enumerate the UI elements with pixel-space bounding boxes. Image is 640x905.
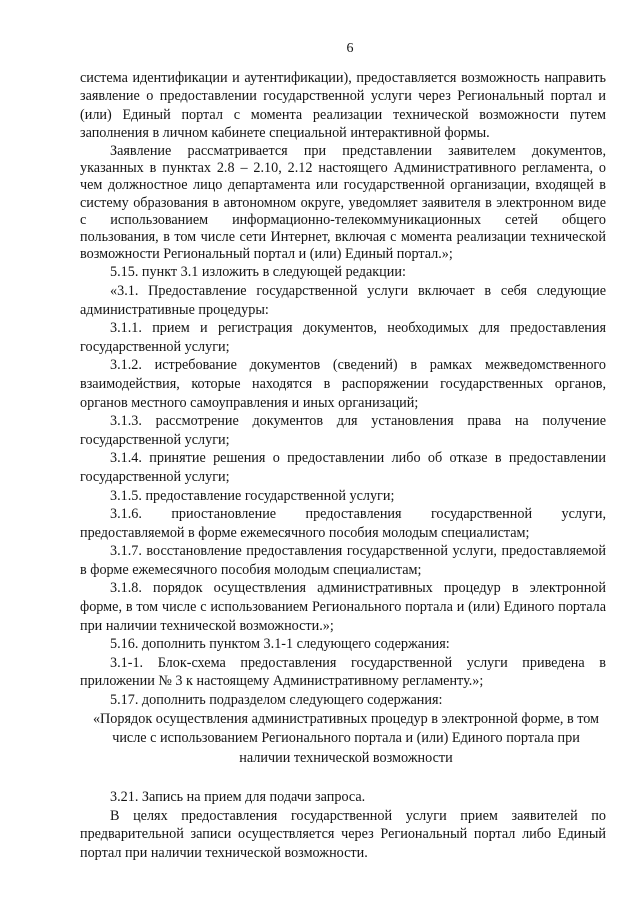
paragraph-5-15: 5.15. пункт 3.1 изложить в следующей редакции: <box>110 264 406 281</box>
spacer <box>80 768 606 788</box>
paragraph-continuation: система идентификации и аутентификации), предоставляется возможность направить заявление о предоставлении государственной услуги через Региональный портал и (или) Единый портал с момента реализации технической возможности путем заполнения в личном кабинете специальной интерактивной формы. <box>80 69 606 142</box>
paragraph-3-21: 3.21. Запись на прием для подачи запроса. <box>110 789 366 806</box>
paragraph-3-1-1: 3.1-1. Блок-схема предоставления государственной услуги приведена в приложении № 3 к настоящему Административному регламенту.»; <box>80 654 606 690</box>
paragraph-5-16: 5.16. дополнить пунктом 3.1-1 следующего содержания: <box>110 636 450 653</box>
list-item-3-1-6: 3.1.6. приостановление предоставления государственной услуги, предоставляемой в форме ежемесячного пособия молодым специалистам; <box>80 506 606 541</box>
list-item-3-1-1: 3.1.1. прием и регистрация документов, необходимых для предоставления государственной услуги; <box>80 320 606 355</box>
section-heading: «Порядок осуществления административных процедур в электронной форме, в том числе с использованием Регионального портала и (или) Единого портала при наличии технической возможности <box>92 710 600 766</box>
list-item-3-1-7: 3.1.7. восстановление предоставления государственной услуги, предоставляемой в форме ежемесячного пособия молодым специалистам; <box>80 543 606 578</box>
list-item-3-1-5: 3.1.5. предоставление государственной услуги; <box>110 487 395 504</box>
paragraph-3-1: «3.1. Предоставление государственной услуги включает в себя следующие административные процедуры: <box>80 282 606 318</box>
document-page <box>80 40 606 863</box>
paragraph-application-review: Заявление рассматривается при представлении заявителем документов, указанных в пунктах 2.8 – 2.10, 2.12 настоящего Административного регламента, о чем должностное лицо департамента или государственной организации, входящей в систему образования в автономном округе, уведомляет заявителя в электронном виде с использованием информационно-телекоммуникационных сетей общего пользования, в том числе сети Интернет, включая с момента реализации технической возможности Региональный портал и (или) Единый портал.»; <box>80 142 606 263</box>
paragraph-5-17: 5.17. дополнить подразделом следующего содержания: <box>110 692 443 709</box>
paragraph-appointment: В целях предоставления государственной услуги прием заявителей по предварительной записи осуществляется через Региональный портал либо Единый портал при наличии технической возможности. <box>80 807 606 861</box>
list-item-3-1-3: 3.1.3. рассмотрение документов для установления права на получение государственной услуги; <box>80 413 606 448</box>
page-number: 6 <box>346 41 354 56</box>
list-item-3-1-4: 3.1.4. принятие решения о предоставлении либо об отказе в предоставлении государственной услуги; <box>80 450 606 485</box>
list-item-3-1-8: 3.1.8. порядок осуществления административных процедур в электронной форме, в том числе с использованием Регионального портала и (или) Единого портала при наличии технической возможности.»; <box>80 580 606 634</box>
list-item-3-1-2: 3.1.2. истребование документов (сведений) в рамках межведомственного взаимодействия, которые находятся в распоряжении государственных органов, органов местного самоуправления и иных организаций; <box>80 357 606 411</box>
